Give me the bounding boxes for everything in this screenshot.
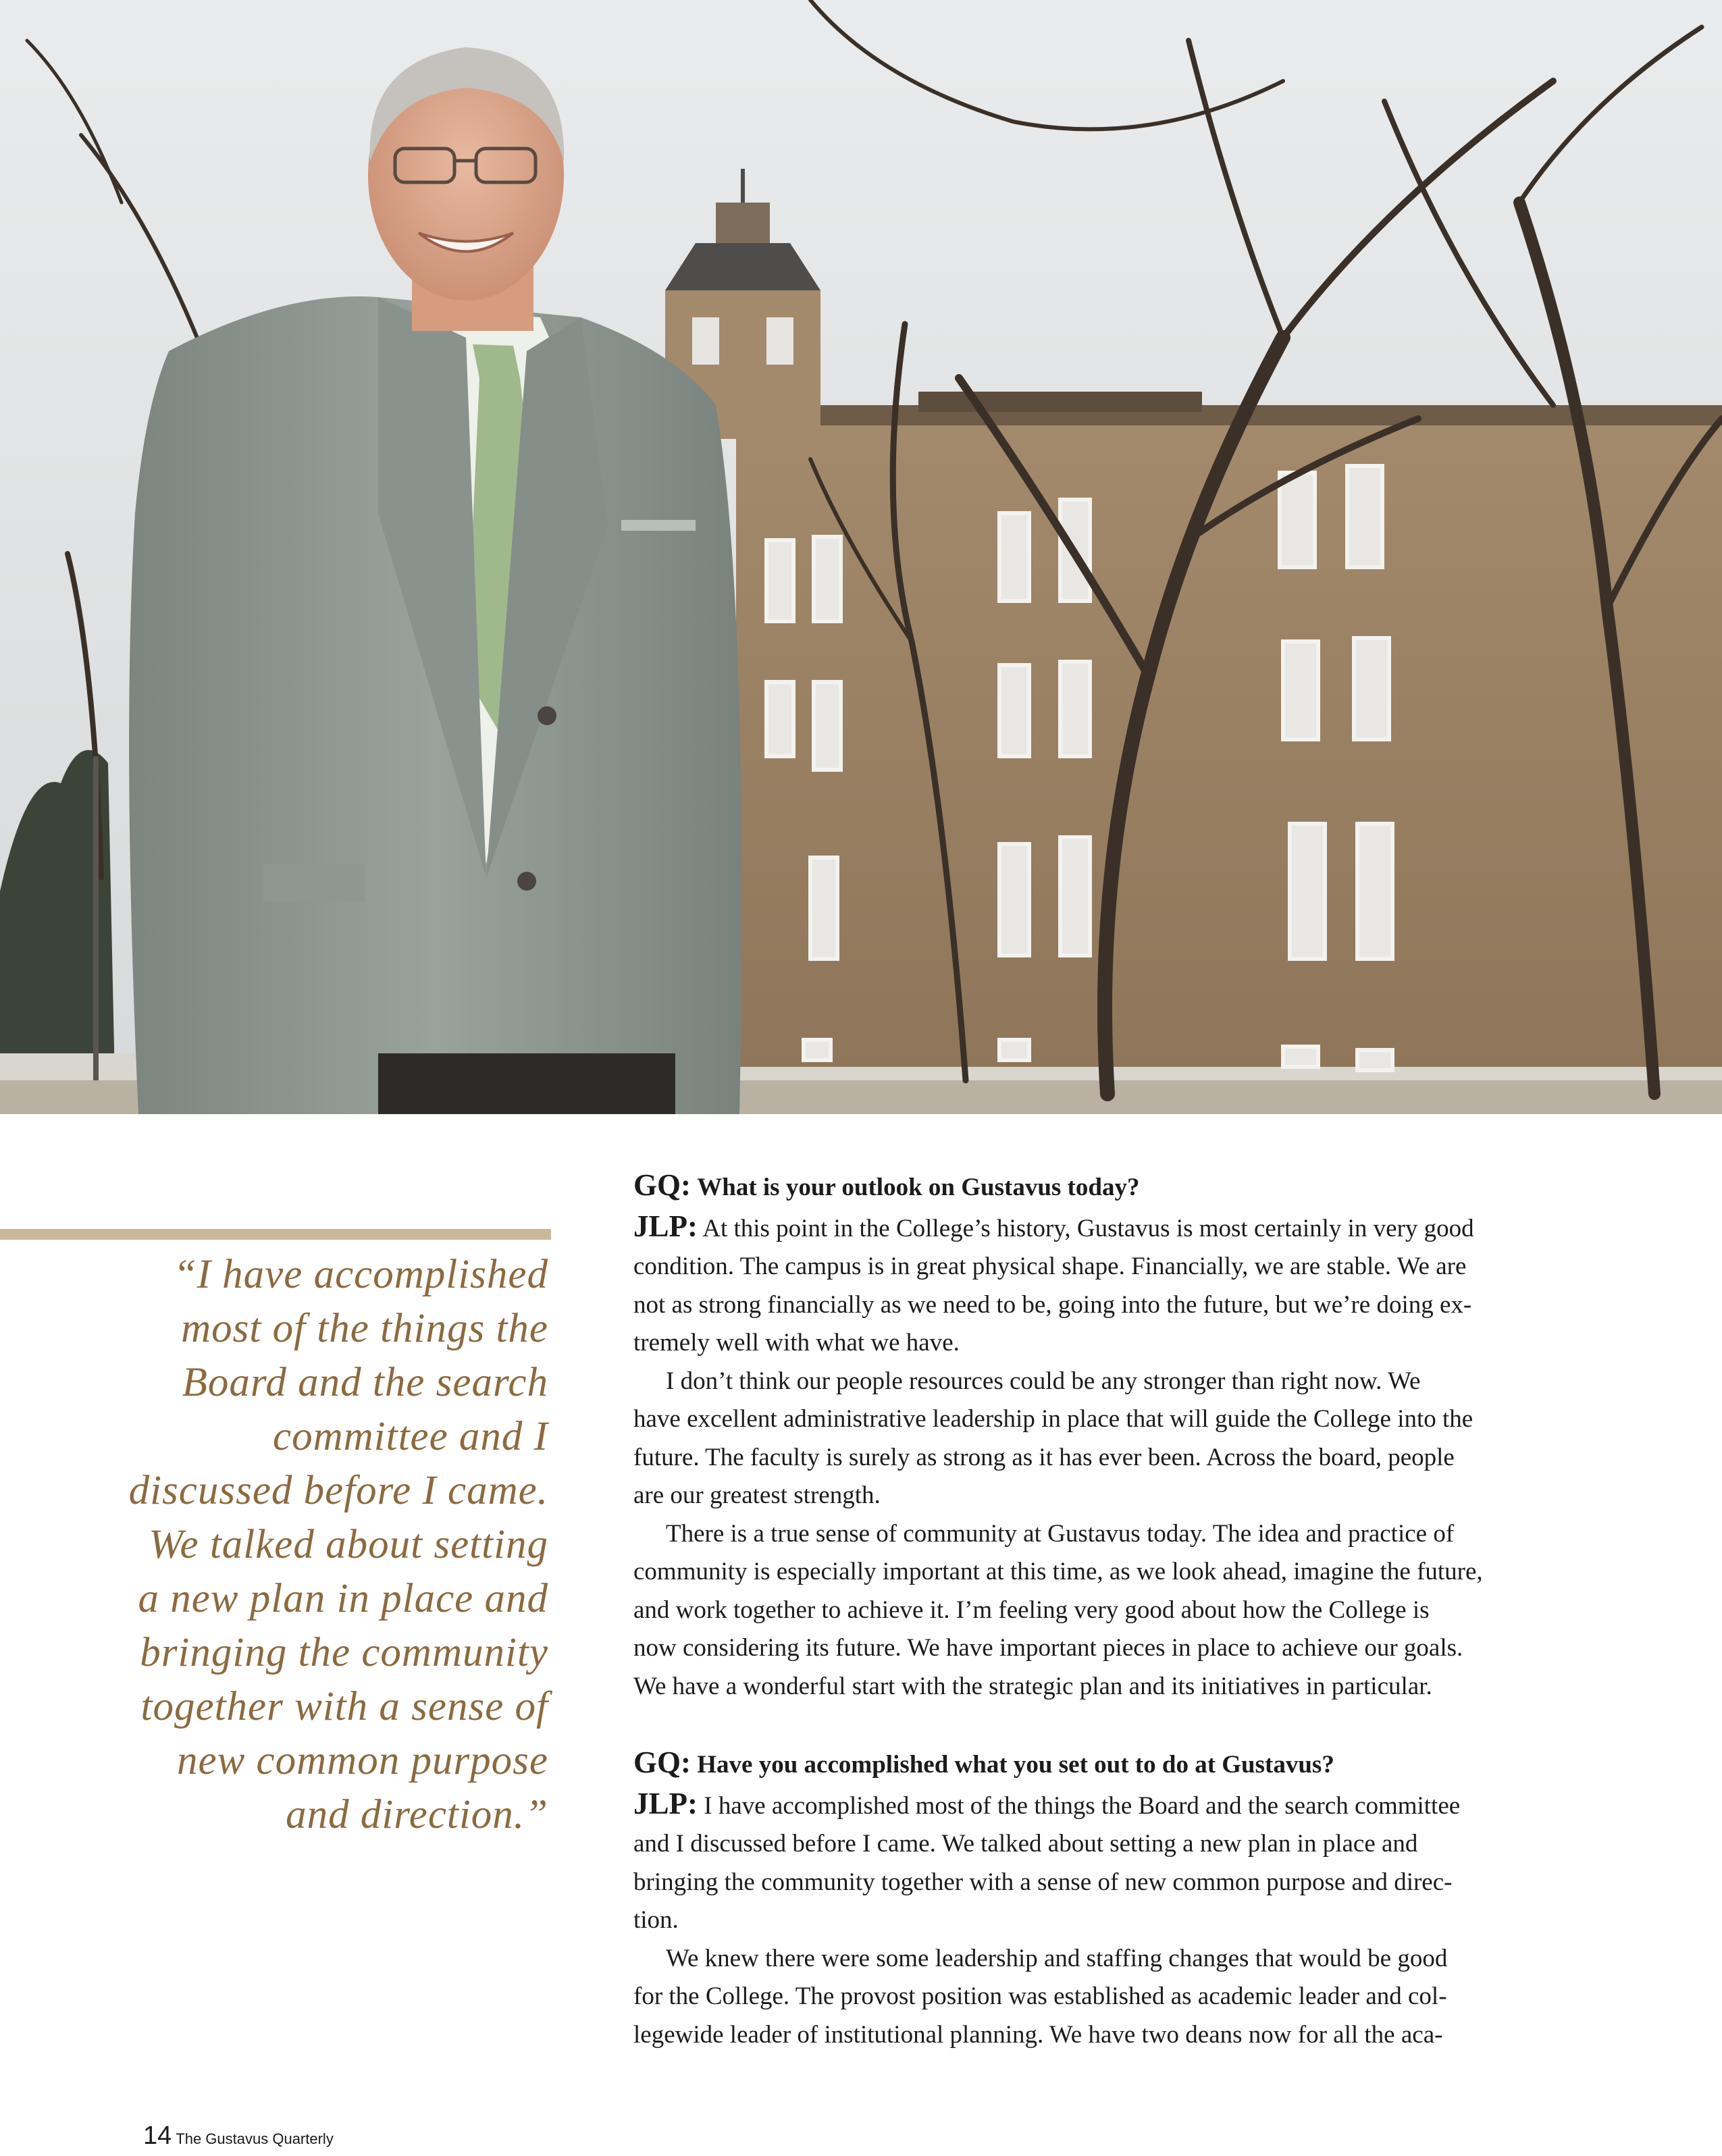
gq-label: GQ: <box>633 1168 691 1202</box>
pull-quote-line: Board and the search <box>182 1360 548 1405</box>
pull-quote <box>41 1248 548 1842</box>
answer-line: We have a wonderful start with the strategic plan and its initiatives in particular. <box>633 1672 1432 1700</box>
pull-quote-line: and direction.” <box>286 1792 548 1837</box>
answer-line: have excellent administrative leadership in place that will guide the College into the <box>633 1405 1473 1433</box>
pull-quote-line: We talked about setting <box>149 1522 548 1567</box>
answer-line: are our greatest strength. <box>633 1481 881 1509</box>
pull-quote-rule <box>0 1229 551 1240</box>
pull-quote-line: committee and I <box>273 1414 548 1459</box>
answer-line: and I discussed before I came. We talked about setting a new plan in place and <box>633 1830 1418 1858</box>
answer-line: We knew there were some leadership and staffing changes that would be good <box>666 1944 1448 1972</box>
question-2 <box>633 1743 1579 1785</box>
pull-quote-line: new common purpose <box>177 1738 548 1783</box>
page-footer <box>143 2122 334 2151</box>
gq-label: GQ: <box>633 1745 691 1779</box>
answer-line <box>633 1785 1579 1826</box>
pull-quote-line: a new plan in place and <box>138 1576 548 1621</box>
page-number: 14 <box>143 2122 172 2150</box>
magazine-name: The Gustavus Quarterly <box>176 2130 334 2147</box>
question-text: What is your outlook on Gustavus today? <box>697 1174 1140 1201</box>
jlp-label: JLP: <box>633 1786 698 1820</box>
pull-quote-line: “I have accomplished <box>173 1252 548 1297</box>
answer-line: bringing the community together with a sense of new common purpose and direc- <box>633 1868 1453 1896</box>
answer-line: community is especially important at this time, as we look ahead, imagine the future, <box>633 1558 1483 1585</box>
answer-line: There is a true sense of community at Gustavus today. The idea and practice of <box>666 1519 1455 1548</box>
pull-quote-line: discussed before I came. <box>128 1468 548 1513</box>
pull-quote-line: most of the things the <box>181 1306 548 1351</box>
answer-line: tion. <box>633 1906 679 1934</box>
question-1 <box>633 1166 1579 1207</box>
pull-quote-line: bringing the community <box>140 1630 548 1675</box>
interview-text <box>633 1166 1579 2054</box>
answer-line: and work together to achieve it. I’m feeling very good about how the College is <box>633 1596 1430 1624</box>
answer-line: now considering its future. We have important pieces in place to achieve our goals. <box>633 1634 1463 1662</box>
pull-quote-line: together with a sense of <box>140 1684 548 1729</box>
answer-line: I don’t think our people resources could be any stronger than right now. We <box>666 1367 1421 1395</box>
answer-line: legewide leader of institutional planning. We have two deans now for all the aca- <box>633 2020 1443 2049</box>
answer-line: for the College. The provost position was established as academic leader and col- <box>633 1982 1447 2010</box>
answer-line: future. The faculty is surely as strong as it has ever been. Across the board, people <box>633 1443 1455 1471</box>
answer-line: not as strong financially as we need to be, going into the future, but we’re doing ex- <box>633 1290 1472 1319</box>
jlp-label: JLP: <box>633 1209 698 1243</box>
answer-line: condition. The campus is in great physical shape. Financially, we are stable. We are <box>633 1253 1467 1280</box>
answer-text: At this point in the College’s history, Gustavus is most certainly in very good <box>702 1214 1474 1242</box>
answer-line: tremely well with what we have. <box>633 1329 960 1357</box>
question-text: Have you accomplished what you set out to do at Gustavus? <box>697 1751 1334 1779</box>
paragraph-gap <box>633 1706 1579 1743</box>
answer-line <box>633 1207 1579 1248</box>
answer-text: I have accomplished most of the things the Board and the search committee <box>704 1791 1461 1820</box>
